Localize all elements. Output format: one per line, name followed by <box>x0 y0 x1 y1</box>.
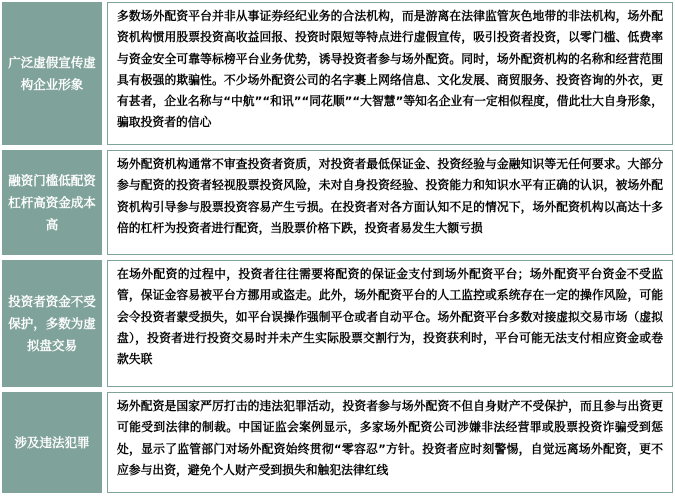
table-row <box>2 2 673 145</box>
row-content-cell <box>107 260 673 387</box>
row-label: 融资门槛低配资杠杆高资金成本高 <box>8 172 96 232</box>
row-content: 场外配资机构通常不审查投资者资质，对投资者最低保证金、投资经验与金融知识等无任何要求。大部分参与配资的投资者轻视股票投资风险，未对自身投资经验、投资能力和知识水平有正确的认识，被场外配资机构引导参与股票投资容易产生亏损。在投资者对各方面认知不足的情况下，场外配资机构以高达十多倍的杠杆为投资者进行配资，当股票价格下跌，投资者易发生大额亏损 <box>117 157 663 235</box>
row-content: 在场外配资的过程中，投资者往往需要将配资的保证金支付到场外配资平台；场外配资平台资金不受监管，保证金容易被平台方挪用或盗走。此外，场外配资平台的人工监控或系统存在一定的操作风险，可能会令投资者蒙受损失，如平台误操作强制平仓或者自动平仓。场外配资平台多数对接虚拟交易市场（虚拟盘），投资者进行投资交易时并未产生实际股票交割行为，投资获利时，平台可能无法支付相应资金或卷款失联 <box>117 267 663 367</box>
row-content-cell <box>107 392 673 493</box>
row-content: 场外配资是国家严厉打击的违法犯罪活动，投资者参与场外配资不但自身财产不受保护，而且参与出资更可能受到法律的制裁。中国证监会案例显示，多家场外配资公司涉嫌非法经营罪或股票投资诈骗受到惩处，显示了监管部门对场外配资始终贯彻“零容忍”方针。投资者应时刻警惕，自觉远离场外配资，更不应参与出资，避免个人财产受到损失和触犯法律红线 <box>117 399 663 477</box>
row-content-cell <box>107 2 673 145</box>
row-label: 广泛虚假宣传虚构企业形象 <box>8 54 96 92</box>
row-label: 投资者资金不受保护，多数为虚拟盘交易 <box>8 293 96 353</box>
table-row <box>2 392 673 493</box>
row-label-cell <box>2 150 102 255</box>
row-label: 涉及违法犯罪 <box>14 434 90 450</box>
row-content-cell <box>107 150 673 255</box>
row-label-cell <box>2 260 102 387</box>
table-row <box>2 150 673 255</box>
row-content: 多数场外配资平台并非从事证券经纪业务的合法机构，而是游离在法律监管灰色地带的非法机构，场外配资机构惯用股票投资高收益回报、投资时限短等特点进行虚假宣传，吸引投资者投资，以零门槛、低费率与资金安全可靠等标榜平台业务优势，诱导投资者参与场外配资。同时，场外配资机构的名称和经营范围具有极强的欺骗性。不少场外配资公司的名字裹上网络信息、文化发展、商贸服务、投资咨询的外衣，更有甚者，企业名称与“中航”“和讯”“同花顺”“大智慧”等知名企业有一定相似程度，借此壮大自身形象，骗取投资者的信心 <box>117 9 663 130</box>
row-label-cell <box>2 2 102 145</box>
table-row <box>2 260 673 387</box>
row-label-cell <box>2 392 102 493</box>
